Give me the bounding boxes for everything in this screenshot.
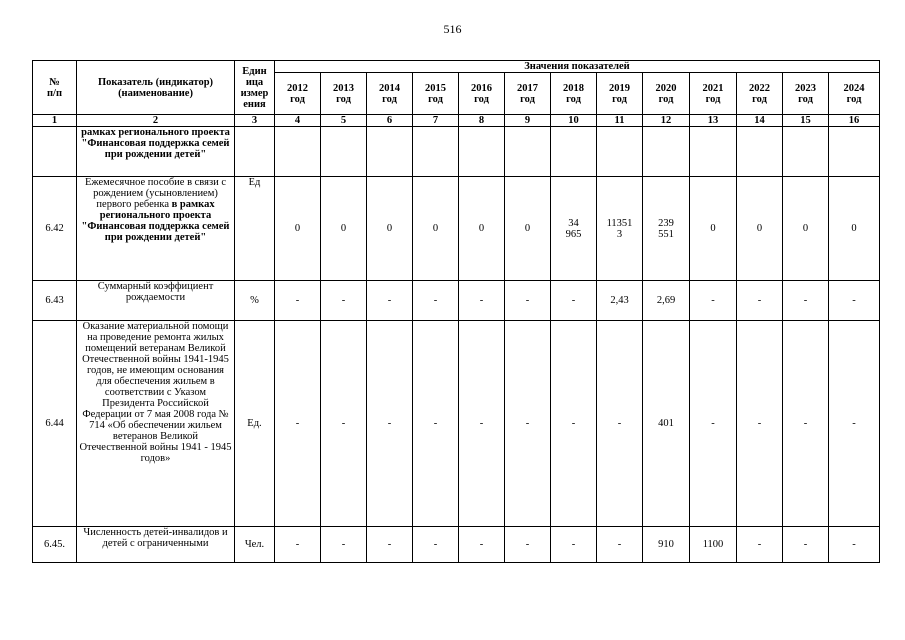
value-cell (783, 127, 829, 177)
header-year: 2019 год (597, 73, 643, 115)
header-year: 2013 год (321, 73, 367, 115)
column-number: 12 (643, 115, 690, 127)
value-cell (597, 127, 643, 177)
value-cell: - (413, 281, 459, 321)
value-cell: - (829, 321, 880, 527)
value-cell (551, 127, 597, 177)
unit-cell: Чел. (235, 527, 275, 563)
header-year: 2022 год (737, 73, 783, 115)
value-cell: - (321, 527, 367, 563)
value-cell: - (459, 281, 505, 321)
column-number: 1 (33, 115, 77, 127)
header-year: 2024 год (829, 73, 880, 115)
value-cell (829, 127, 880, 177)
value-cell: - (505, 527, 551, 563)
value-cell: - (783, 527, 829, 563)
header-year: 2012 год (275, 73, 321, 115)
indicator-name-text: Суммарный коэффициент рождаемости (97, 281, 214, 303)
header-name: Показатель (индикатор) (наименование) (77, 61, 235, 115)
table-row (33, 527, 880, 563)
unit-cell: Ед (235, 177, 275, 281)
value-cell (413, 127, 459, 177)
value-cell: 910 (643, 527, 690, 563)
column-number: 7 (413, 115, 459, 127)
value-cell: - (275, 281, 321, 321)
column-number: 8 (459, 115, 505, 127)
value-cell: 0 (413, 177, 459, 281)
column-number: 9 (505, 115, 551, 127)
value-cell: - (413, 527, 459, 563)
header-values-title: Значения показателей (275, 61, 880, 73)
value-cell (737, 127, 783, 177)
column-number: 6 (367, 115, 413, 127)
header-year: 2018 год (551, 73, 597, 115)
row-number: 6.44 (33, 321, 77, 527)
value-cell: - (737, 321, 783, 527)
value-cell: 0 (783, 177, 829, 281)
value-cell: 0 (505, 177, 551, 281)
column-number: 5 (321, 115, 367, 127)
value-cell: - (459, 321, 505, 527)
unit-cell: % (235, 281, 275, 321)
value-cell (459, 127, 505, 177)
value-cell: - (367, 281, 413, 321)
value-cell: 0 (690, 177, 737, 281)
value-cell (643, 127, 690, 177)
value-cell: - (551, 321, 597, 527)
column-number: 2 (77, 115, 235, 127)
table-row (33, 281, 880, 321)
header-year: 2023 год (783, 73, 829, 115)
indicator-name (77, 177, 235, 281)
indicator-name-text: Численность детей-инвалидов и детей с ограниченными (83, 527, 228, 549)
value-cell (690, 127, 737, 177)
value-cell: - (597, 527, 643, 563)
row-number: 6.43 (33, 281, 77, 321)
unit-cell: Ед. (235, 321, 275, 527)
header-year: 2015 год (413, 73, 459, 115)
value-cell: - (367, 527, 413, 563)
header-year: 2014 год (367, 73, 413, 115)
table-body (33, 115, 880, 563)
value-cell: - (597, 321, 643, 527)
value-cell: 2,43 (597, 281, 643, 321)
value-cell: - (690, 281, 737, 321)
value-cell: 401 (643, 321, 690, 527)
page-number: 516 (443, 22, 462, 36)
indicators-table (32, 60, 880, 563)
indicator-name (77, 321, 235, 527)
value-cell: - (413, 321, 459, 527)
header-year: 2020 год (643, 73, 690, 115)
row-number: 6.42 (33, 177, 77, 281)
column-number: 15 (783, 115, 829, 127)
indicator-name (77, 527, 235, 563)
column-number: 13 (690, 115, 737, 127)
indicator-name-bold-text: в рамках регионального проекта "Финансовая поддержка семей при рождении детей" (81, 199, 230, 243)
table-row (33, 321, 880, 527)
value-cell: - (551, 527, 597, 563)
value-cell: 0 (275, 177, 321, 281)
column-number: 10 (551, 115, 597, 127)
indicator-name-text: Оказание материальной помощи на проведение ремонта жилых помещений ветеранам Великой Отечественной войны 1941-1945 годов, не имеющим основания для обеспечения жильем в соответствии с Указом Президента Российской Федерации от 7 мая 2008 года № 714 «Об обеспечении жильем ветеранов Великой Отечественной войны 1941 - 1945 годов» (79, 321, 232, 464)
value-cell: 0 (737, 177, 783, 281)
column-number: 11 (597, 115, 643, 127)
value-cell: - (829, 281, 880, 321)
header-year: 2016 год (459, 73, 505, 115)
value-cell: - (275, 321, 321, 527)
value-cell: 34 965 (551, 177, 597, 281)
value-cell: - (737, 527, 783, 563)
value-cell: 0 (321, 177, 367, 281)
value-cell: - (690, 321, 737, 527)
value-cell: - (505, 321, 551, 527)
value-cell (321, 127, 367, 177)
value-cell: - (783, 281, 829, 321)
value-cell: - (275, 527, 321, 563)
value-cell (275, 127, 321, 177)
value-cell: - (459, 527, 505, 563)
row-number: 6.45. (33, 527, 77, 563)
header-year: 2017 год (505, 73, 551, 115)
table-row (33, 127, 880, 177)
header-num: № п/п (33, 61, 77, 115)
value-cell: 0 (367, 177, 413, 281)
value-cell: - (551, 281, 597, 321)
column-number-row (33, 115, 880, 127)
column-number: 16 (829, 115, 880, 127)
value-cell: - (737, 281, 783, 321)
value-cell: - (829, 527, 880, 563)
value-cell: - (321, 321, 367, 527)
value-cell: - (367, 321, 413, 527)
value-cell: 11351 3 (597, 177, 643, 281)
value-cell: - (505, 281, 551, 321)
indicator-name-bold-text: рамках регионального проекта "Финансовая поддержка семей при рождении детей" (81, 127, 230, 160)
header-year: 2021 год (690, 73, 737, 115)
column-number: 14 (737, 115, 783, 127)
value-cell: - (321, 281, 367, 321)
value-cell: 1100 (690, 527, 737, 563)
row-number (33, 127, 77, 177)
value-cell (367, 127, 413, 177)
header-unit: Един ица измер ения (235, 61, 275, 115)
column-number: 4 (275, 115, 321, 127)
column-number: 3 (235, 115, 275, 127)
unit-cell (235, 127, 275, 177)
value-cell: 0 (829, 177, 880, 281)
indicator-name-text: Ежемесячное пособие в связи с рождением (усыновлением) первого ребенка (84, 177, 227, 210)
value-cell: 239 551 (643, 177, 690, 281)
value-cell: 2,69 (643, 281, 690, 321)
value-cell (505, 127, 551, 177)
value-cell: 0 (459, 177, 505, 281)
indicator-name (77, 281, 235, 321)
value-cell: - (783, 321, 829, 527)
indicator-name (77, 127, 235, 177)
table-row (33, 177, 880, 281)
